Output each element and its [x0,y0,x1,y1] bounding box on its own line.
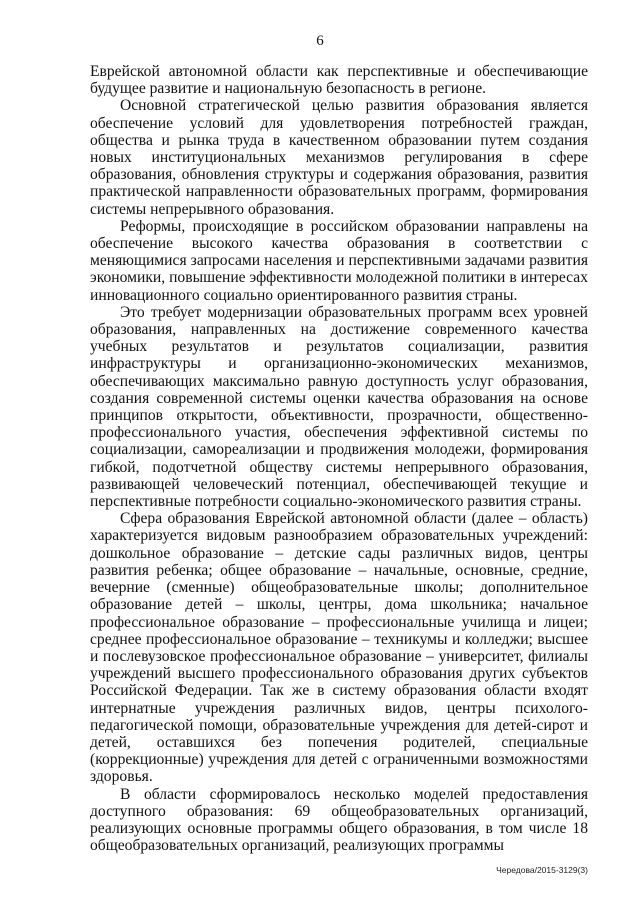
paragraph-6: В области сформировалось несколько моделей предоставления доступного образования: 69 общеобразовательных организаций, реализующих основные программы общего образования, в том числе 18 общеобразовательных организаций, реализующих программы [90,785,588,855]
paragraph-4: Это требует модернизации образовательных программ всех уровней образования, направленных на достижение современного качества учебных результатов и результатов социализации, развития инфраструктуры и организационно-экономических механизмов, обеспечивающих максимально равную доступность услуг образования, создания современной системы оценки качества образования на основе принципов открытости, объективности, прозрачности, общественно-профессионального участия, обеспечения эффективной системы по социализации, самореализации и продвижения молодежи, формирования гибкой, подотчетной обществу системы непрерывного образования, развивающей человеческий потенциал, обеспечивающей текущие и перспективные потребности социально-экономического развития страны. [90,303,588,511]
paragraph-1: Еврейской автономной области как перспективные и обеспечивающие будущее развитие и национальную безопасность в регионе. [90,63,588,98]
paragraph-5: Сфера образования Еврейской автономной области (далее – область) характеризуется видовым разнообразием образовательных учреждений: дошкольное образование – детские сады различных видов, центры развития ребенка; общее образование – начальные, основные, средние, вечерние (сменные) общеобразовательные школы; дополнительное образование детей – школы, центры, дома школьника; начальное профессиональное образование – профессиональные училища и лицеи; среднее профессиональное образование – техникумы и колледжи; высшее и послевузовское профессиональное образование – университет, филиалы учреждений высшего профессионального образования других субъектов Российской Федерации. Так же в систему образования области входят интернатные учреждения различных видов, центры психолого-педагогической помощи, образовательные учреждения для детей-сирот и детей, оставшихся без попечения родителей, специальные (коррекционные) учреждения для детей с ограниченными возможностями здоровья. [90,510,588,786]
paragraph-3: Реформы, происходящие в российском образовании направлены на обеспечение высокого качества образования в соответствии с меняющимися запросами населения и перспективными задачами развития экономики, повышение эффективности молодежной политики в интересах инновационного социально ориентированного развития страны. [90,217,588,304]
paragraph-2: Основной стратегической целью развития образования является обеспечение условий для удовлетворения потребностей граждан, общества и рынка труда в качественном образовании путем создания новых институциональных механизмов регулирования в сфере образования, обновления структуры и содержания образования, развития практической направленности образовательных программ, формирования системы непрерывного образования. [90,97,588,218]
footer-document-code: Чередова/2015-3129(3) [496,865,588,875]
page-number: 6 [316,33,324,49]
document-body [90,63,588,854]
